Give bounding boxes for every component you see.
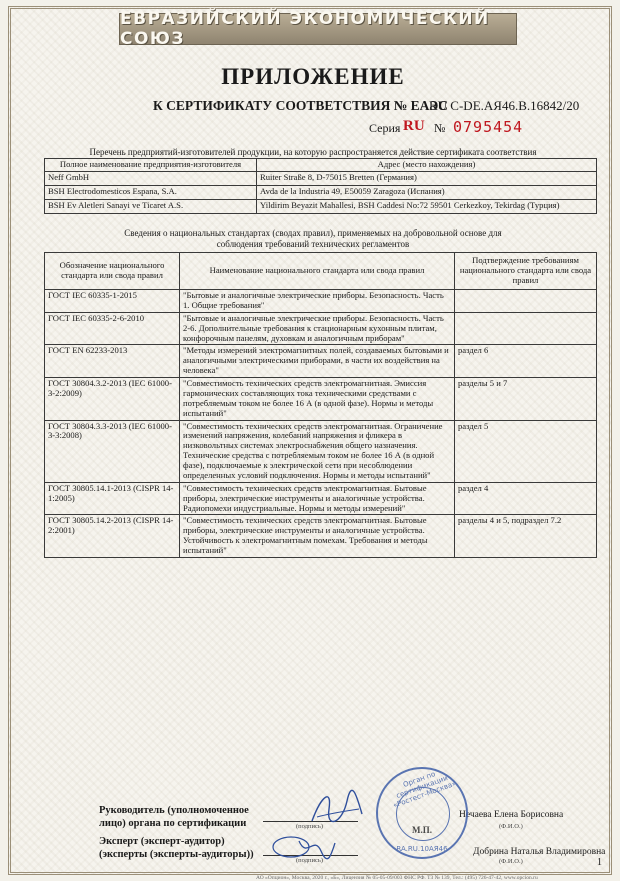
seal-ring-top: Орган по сертификации «Ростест-Москва» [392,769,458,810]
standard-confirmation: разделы 5 и 7 [455,378,597,421]
standards-table [44,252,597,558]
column-header: Обозначение национального стандарта или свода правил [45,253,180,290]
series-code: RU [403,118,425,134]
column-header: Подтверждение требованиям национального стандарта или свода правил [455,253,597,290]
fio-hint: (Ф.И.О.) [499,823,523,830]
page-number: 1 [597,857,602,868]
table-row [45,515,597,558]
standard-name: "Бытовые и аналогичные электрические приборы. Безопасность. Часть 2-6. Дополнительные требования к стационарным кухонным плитам, конфорочным панелям, духовкам и аналогичным приборам" [180,312,455,345]
table-row [45,345,597,378]
expert-signature-icon [269,829,339,865]
standard-designation: ГОСТ IEC 60335-1-2015 [45,290,180,313]
standard-name: "Совместимость технических средств электромагнитная. Бытовые приборы, электрические инструменты и аналогичные устройства. Устойчивость к электромагнитным помехам. Требования и методы испытаний" [180,515,455,558]
standard-confirmation: разделы 4 и 5, подраздел 7.2 [455,515,597,558]
table-row [45,312,597,345]
standard-name: "Совместимость технических средств электромагнитная. Бытовые приборы, электрические инструменты и аналогичные устройства. Радиопомехи индустриальные. Нормы и методы измерений" [180,482,455,515]
standard-designation: ГОСТ IEC 60335-2-6-2010 [45,312,180,345]
table-row [45,199,597,213]
standard-designation: ГОСТ 30804.3.2-2013 (IEC 61000-3-2:2009) [45,378,180,421]
fio-hint: (Ф.И.О.) [499,858,523,865]
standard-confirmation: раздел 6 [455,345,597,378]
number-label: № [434,121,446,135]
certificate-page [8,6,612,881]
column-header: Наименование национального стандарта или свода правил [180,253,455,290]
table-row [45,290,597,313]
table-row [45,482,597,515]
manufacturers-intro: Перечень предприятий-изготовителей продукции, на которую распространяется действие сертификата соответствия [89,147,537,157]
manufacturer-name: BSH Electrodomesticos Espana, S.A. [45,185,257,199]
standard-name: "Совместимость технических средств электромагнитная. Ограничение изменений напряжения, колебаний напряжения и фликера в низковольтных системах электроснабжения общего назначения. Технические средства с потребляемым током не более 16 А (в одной фазе), подключаемые к электрической сети при несоблюдении определенных условий подключения. Нормы и методы испытаний" [180,420,455,482]
manufacturer-name: Neff GmbH [45,171,257,185]
series-number: 0795454 [453,118,524,136]
seal-ring-bottom: RA.RU.10АЯ46 [396,845,448,853]
column-header: Адрес (место нахождения) [257,159,597,172]
expert-name: Добрина Наталья Владимировна [473,847,606,857]
manufacturer-address: Avda de la Industria 49, E50059 Zaragoza (Испания) [257,185,597,199]
column-header: Полное наименование предприятия-изготовителя [45,159,257,172]
table-row [45,171,597,185]
expert-label: Эксперт (эксперт-аудитор) (эксперты (эксперты-аудиторы)) [99,836,254,861]
table-row [45,185,597,199]
manufacturer-address: Ruiter Straße 8, D-75015 Bretten (Германия) [257,171,597,185]
manufacturer-name: BSH Ev Aletleri Sanayi ve Ticaret A.S. [45,199,257,213]
standard-name: "Совместимость технических средств электромагнитная. Эмиссия гармонических составляющих тока техническими средствами с потребляемым током не более 16 А (в одной фазе). Нормы и методы испытаний" [180,378,455,421]
signature-hint: (подпись) [296,823,323,830]
signature-hint: (подпись) [296,857,323,864]
standard-designation: ГОСТ EN 62233-2013 [45,345,180,378]
standards-intro-text: Сведения о национальных стандартах (сводах правил), применяемых на добровольной основе для соблюдения требований технических регламентов [124,228,502,249]
standard-designation: ГОСТ 30804.3.3-2013 (IEC 61000-3-3:2008) [45,420,180,482]
standard-confirmation: раздел 5 [455,420,597,482]
manufacturer-address: Yildirim Beyazit Mahallesi, BSH Caddesi No:72 59501 Cerkezkoy, Tekirdag (Турция) [257,199,597,213]
series-label: Серия [369,121,401,135]
head-signature-icon [307,789,367,829]
certification-seal-icon [376,767,468,859]
head-label: Руководитель (уполномоченное лицо) органа по сертификации [99,805,249,830]
standard-confirmation [455,312,597,345]
certificate-number: RU C-DE.АЯ46.B.16842/20 [429,98,580,113]
seal-mp: М.П. [412,825,432,835]
standard-name: "Бытовые и аналогичные электрические приборы. Безопасность. Часть 1. Общие требования" [180,290,455,313]
union-banner: ЕВРАЗИЙСКИЙ ЭКОНОМИЧЕСКИЙ СОЮЗ [119,13,517,45]
table-row [45,378,597,421]
standards-intro [11,228,615,250]
standard-confirmation [455,290,597,313]
table-row [45,420,597,482]
standard-designation: ГОСТ 30805.14.1-2013 (CISPR 14-1:2005) [45,482,180,515]
standard-confirmation: раздел 4 [455,482,597,515]
standard-name: "Методы измерений электромагнитных полей, создаваемых бытовыми и аналогичными электрическими приборами, в части их воздействия на человека" [180,345,455,378]
head-name: Нечаева Елена Борисовна [459,810,564,820]
manufacturers-table [44,158,597,214]
printer-footer: АО «Опцион», Москва, 2020 г., «Б», Лицензия № 05-05-09/003 ФНС РФ. Т3 № 139, Тел.: (495) 726-47-42, www.opcion.ru [256,875,538,881]
page-title: ПРИЛОЖЕНИЕ [221,64,405,89]
standard-designation: ГОСТ 30805.14.2-2013 (CISPR 14-2:2001) [45,515,180,558]
certificate-subtitle: К СЕРТИФИКАТУ СООТВЕТСТВИЯ № ЕАЭС [153,98,448,113]
